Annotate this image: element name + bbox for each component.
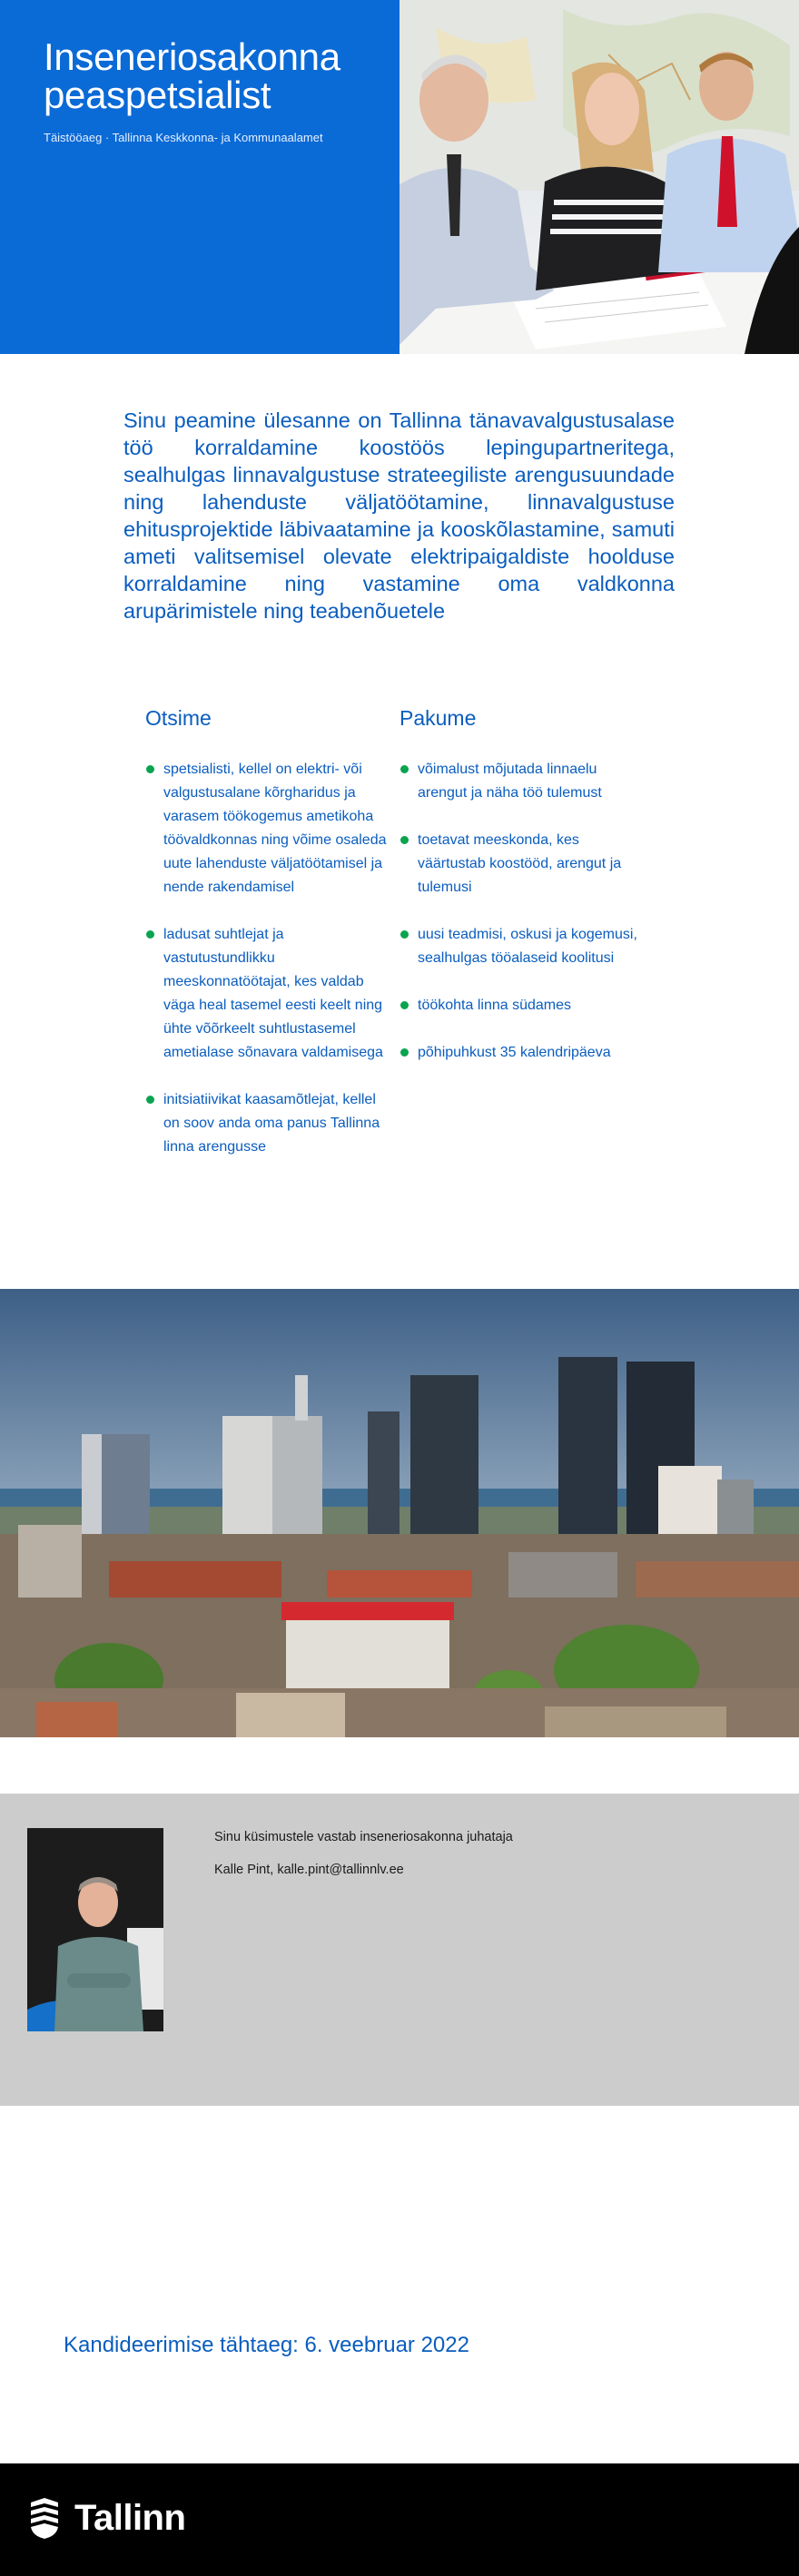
offer-item [400,994,637,1018]
job-title-line1: Inseneriosakonna [44,35,340,78]
bullet-dot-icon [146,765,154,773]
offer-item-text: töökohta linna südames [418,998,571,1013]
contact-person: Kalle Pint, kalle.pint@tallinnlv.ee [214,1863,404,1877]
seek-item-text: initsiatiivikat kaasamõtlejat, kellel on soov anda oma panus Tallinna linna arengusse [163,1092,380,1155]
bullet-dot-icon [400,1048,409,1057]
bullet-dot-icon [146,1096,154,1104]
contact-text [214,1830,513,1895]
bullet-dot-icon [146,930,154,939]
offer-item-text: uusi teadmisi, oskusi ja kogemusi, sealhulgas tööalaseid koolitusi [418,927,637,966]
tallinn-logo[interactable] [27,2496,185,2540]
offer-column [400,706,654,1183]
seek-item [145,758,390,900]
meeting-illustration [400,0,799,354]
job-title-line2: peaspetsialist [44,74,271,116]
seek-heading: Otsime [145,706,212,730]
bullet-dot-icon [400,765,409,773]
tallinn-skyline-photo [0,1289,799,1737]
seek-column [145,706,400,1183]
contact-portrait-photo [27,1828,163,2031]
offer-item [400,1041,637,1065]
bullet-dot-icon [400,930,409,939]
skyline-illustration [0,1289,799,1737]
bullet-dot-icon [400,836,409,844]
offer-list [400,758,654,1065]
hero-title-panel [0,0,400,354]
contact-intro: Sinu küsimustele vastab inseneriosakonna juhataja [214,1830,513,1844]
hero-banner [0,0,799,354]
offer-item [400,758,637,805]
bullet-dot-icon [400,1001,409,1009]
offer-item-text: toetavat meeskonda, kes väärtustab koostööd, arengut ja tulemusi [418,832,622,895]
seek-item-text: spetsialisti, kellel on elektri- või valgustusalane kõrgharidus ja varasem töökogemus ametikoha töövaldkonnas ning võime osaleda uute lahenduste väljatöötamisel ja nende rakendamisel [163,762,387,895]
intro-paragraph: Sinu peamine ülesanne on Tallinna tänavavalgustusalase töö korraldamine koostöös lepingupartneritega, sealhulgas linnavalgustuse strateegiliste arengusuundade ning lahenduste väljatöötamine, linnavalgustuse ehitusprojektide läbivaatamine ja kooskõlastamine, samuti ameti valitsemisel olevate elektripaigaldiste hoolduse korraldamine ning vastamine oma valdkonna arupärimistele ning teabenõuetele [123,408,675,623]
tallinn-shield-icon [27,2496,62,2540]
job-subtitle: Täistööaeg · Tallinna Keskkonna- ja Kommunaalamet [44,131,323,144]
offer-item [400,923,637,970]
requirements-offer-columns [145,706,654,1183]
offer-item-text: põhipuhkust 35 kalendripäeva [418,1045,611,1060]
seek-item [145,923,390,1065]
portrait-illustration [27,1828,163,2031]
seek-list [145,758,400,1159]
job-title [44,35,363,116]
offer-item-text: võimalust mõjutada linnaelu arengut ja näha töö tulemust [418,762,602,801]
offer-heading: Pakume [400,706,477,730]
footer [0,2463,799,2576]
seek-item-text: ladusat suhtlejat ja vastutustundlikku meeskonnatöötajat, kes valdab väga heal tasemel eesti keelt ning ühte võõrkeelt suhtlustasemel ametialase sõnavara valdamisega [163,927,383,1060]
seek-item [145,1088,390,1159]
office-meeting-photo [400,0,799,354]
application-deadline: Kandideerimise tähtaeg: 6. veebruar 2022 [64,2333,469,2357]
logo-text: Tallinn [74,2497,186,2538]
offer-item [400,829,637,900]
contact-section [0,1794,799,2106]
